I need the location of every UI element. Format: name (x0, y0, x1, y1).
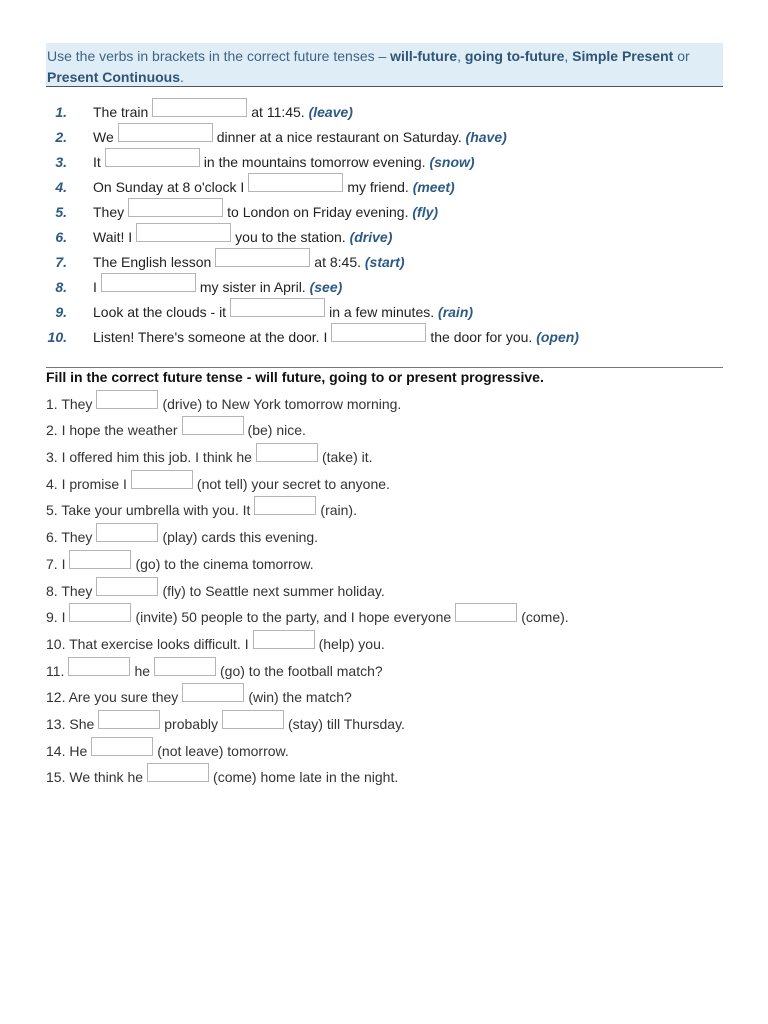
exercise-1-item (46, 196, 726, 221)
text-before: 1. They (46, 395, 93, 412)
text-before: The English lesson (93, 254, 212, 270)
item-number: 6. (55, 229, 67, 245)
text-after: (stay) till Thursday. (287, 715, 405, 732)
text-after: in a few minutes. (329, 304, 435, 320)
text-before: 2. I hope the weather (46, 422, 178, 439)
answer-input[interactable] (248, 173, 343, 192)
exercise-2-item (46, 493, 726, 520)
text-after: (come). (521, 609, 569, 626)
text-after: (fly) to Seattle next summer holiday. (162, 582, 385, 599)
text-after: (play) cards this evening. (162, 529, 319, 546)
text-before: 11. (46, 662, 65, 679)
item-text (93, 98, 353, 121)
answer-input[interactable] (69, 603, 131, 622)
text-before: 4. I promise I (46, 475, 127, 492)
answer-input[interactable] (455, 603, 517, 622)
exercise-2-item (46, 733, 726, 760)
exercise-2-item (46, 519, 726, 546)
exercise-2-item (46, 466, 726, 493)
item-number: 2. (55, 129, 67, 145)
answer-input[interactable] (253, 630, 315, 649)
tense-going-to-future: going to-future (464, 48, 565, 64)
text-before: 15. We think he (46, 769, 144, 786)
text-after: you to the station. (235, 229, 346, 245)
text-before: 9. I (46, 609, 66, 626)
item-text (93, 248, 405, 271)
exercise-1-item (46, 271, 726, 296)
exercise-2-item (46, 573, 726, 600)
answer-input[interactable] (96, 523, 158, 542)
item-text (93, 123, 507, 146)
text-before: On Sunday at 8 o'clock I (93, 179, 245, 195)
text-after: (come) home late in the night. (213, 769, 399, 786)
answer-input[interactable] (254, 496, 316, 515)
text-before: Look at the clouds - it (93, 304, 227, 320)
item-number: 3. (55, 154, 67, 170)
exercise-1-item (46, 246, 726, 271)
text-after: (be) nice. (247, 422, 306, 439)
text-after: (go) to the cinema tomorrow. (135, 555, 314, 572)
item-text (93, 273, 342, 296)
text-before: 14. He (46, 742, 88, 759)
text-after: (win) the match? (248, 689, 352, 706)
item-number: 8. (55, 279, 67, 295)
exercise-2-list (46, 386, 726, 786)
answer-input[interactable] (98, 710, 160, 729)
text-before: 3. I offered him this job. I think he (46, 449, 252, 466)
exercise-1-item (46, 121, 726, 146)
answer-input[interactable] (215, 248, 310, 267)
answer-input[interactable] (118, 123, 213, 142)
verb-hint: (snow) (429, 154, 475, 170)
answer-input[interactable] (68, 657, 130, 676)
text-before: 8. They (46, 582, 93, 599)
text-before: 13. She (46, 715, 95, 732)
answer-input[interactable] (152, 98, 247, 117)
answer-input[interactable] (230, 298, 325, 317)
text-after: my sister in April. (199, 279, 306, 295)
text-before: 5. Take your umbrella with you. It (46, 502, 251, 519)
tense-present-continuous: Present Continuous (47, 69, 181, 85)
item-number: 1. (55, 104, 67, 120)
tense-will-future: will-future (390, 48, 458, 64)
verb-hint: (rain) (438, 304, 474, 320)
item-number: 10. (47, 329, 67, 345)
exercise-1-item (46, 146, 726, 171)
exercise-1-item (46, 96, 726, 121)
text-before: 12. Are you sure they (46, 689, 179, 706)
exercise-1-item (46, 296, 726, 321)
instruction-separator: , (564, 48, 573, 64)
item-number: 4. (55, 179, 67, 195)
answer-input[interactable] (182, 416, 244, 435)
text-before: It (93, 154, 101, 170)
instruction-intro: Use the verbs in brackets in the correct future tenses – (47, 48, 391, 64)
item-text (93, 173, 455, 196)
answer-input[interactable] (128, 198, 223, 217)
exercise-2-item (46, 760, 726, 787)
answer-input[interactable] (136, 223, 231, 242)
verb-hint: (start) (364, 254, 405, 270)
verb-hint: (open) (536, 329, 579, 345)
text-after: my friend. (347, 179, 409, 195)
answer-input[interactable] (96, 577, 158, 596)
exercise-1-list (46, 96, 726, 346)
exercise-2-item (46, 653, 726, 680)
verb-hint: (leave) (308, 104, 353, 120)
item-text (93, 298, 473, 321)
instruction-separator: , (457, 48, 465, 64)
exercise-2-item (46, 413, 726, 440)
text-after: dinner at a nice restaurant on Saturday. (216, 129, 462, 145)
text-after: (not tell) your secret to anyone. (196, 475, 390, 492)
item-text (93, 148, 475, 171)
text-after: at 8:45. (314, 254, 361, 270)
item-number: 7. (55, 254, 67, 270)
text-middle: he (134, 662, 151, 679)
text-before: They (93, 204, 125, 220)
exercise-2-title: Fill in the correct future tense - will future, going to or present progressive. (46, 369, 544, 385)
answer-input[interactable] (96, 390, 158, 409)
exercise-2-item (46, 706, 726, 733)
tense-simple-present: Simple Present (572, 48, 674, 64)
answer-input[interactable] (154, 657, 216, 676)
item-number: 9. (55, 304, 67, 320)
exercise-2-item (46, 386, 726, 413)
text-after: to London on Friday evening. (227, 204, 409, 220)
exercise-2-item (46, 546, 726, 573)
text-after: at 11:45. (251, 104, 305, 120)
text-middle: (invite) 50 people to the party, and I hope everyone (135, 609, 452, 626)
exercise-2-item (46, 439, 726, 466)
answer-input[interactable] (91, 737, 153, 756)
instruction-separator: or (673, 48, 690, 64)
text-after: (go) to the football match? (220, 662, 383, 679)
exercise-1-item (46, 221, 726, 246)
text-after: (drive) to New York tomorrow morning. (162, 395, 402, 412)
text-before: We (93, 129, 114, 145)
exercise-2-item (46, 680, 726, 707)
text-after: the door for you. (430, 329, 533, 345)
answer-input[interactable] (147, 763, 209, 782)
instruction-end: . (180, 69, 184, 85)
text-before: I (93, 279, 97, 295)
answer-input[interactable] (256, 443, 318, 462)
text-after: (not leave) tomorrow. (157, 742, 289, 759)
answer-input[interactable] (131, 470, 193, 489)
text-after: in the mountains tomorrow evening. (203, 154, 426, 170)
item-text (93, 223, 392, 246)
instruction-banner (46, 43, 723, 87)
text-after: (rain). (320, 502, 357, 519)
text-before: 10. That exercise looks difficult. I (46, 635, 249, 652)
text-before: 7. I (46, 555, 66, 572)
exercise-2-item (46, 600, 726, 627)
answer-input[interactable] (69, 550, 131, 569)
text-before: The train (93, 104, 149, 120)
answer-input[interactable] (222, 710, 284, 729)
text-before: 6. They (46, 529, 93, 546)
verb-hint: (have) (465, 129, 507, 145)
exercise-1-item (46, 171, 726, 196)
text-before: Listen! There's someone at the door. I (93, 329, 328, 345)
answer-input[interactable] (105, 148, 200, 167)
exercise-2-item (46, 626, 726, 653)
verb-hint: (fly) (412, 204, 439, 220)
answer-input[interactable] (331, 323, 426, 342)
text-after: (take) it. (321, 449, 373, 466)
item-text (93, 323, 579, 346)
answer-input[interactable] (182, 683, 244, 702)
verb-hint: (drive) (349, 229, 393, 245)
answer-input[interactable] (101, 273, 196, 292)
text-middle: probably (164, 715, 218, 732)
exercise-1-item (46, 321, 726, 346)
verb-hint: (meet) (412, 179, 455, 195)
text-after: (help) you. (318, 635, 385, 652)
item-number: 5. (55, 204, 67, 220)
text-before: Wait! I (93, 229, 133, 245)
verb-hint: (see) (309, 279, 343, 295)
item-text (93, 198, 438, 221)
